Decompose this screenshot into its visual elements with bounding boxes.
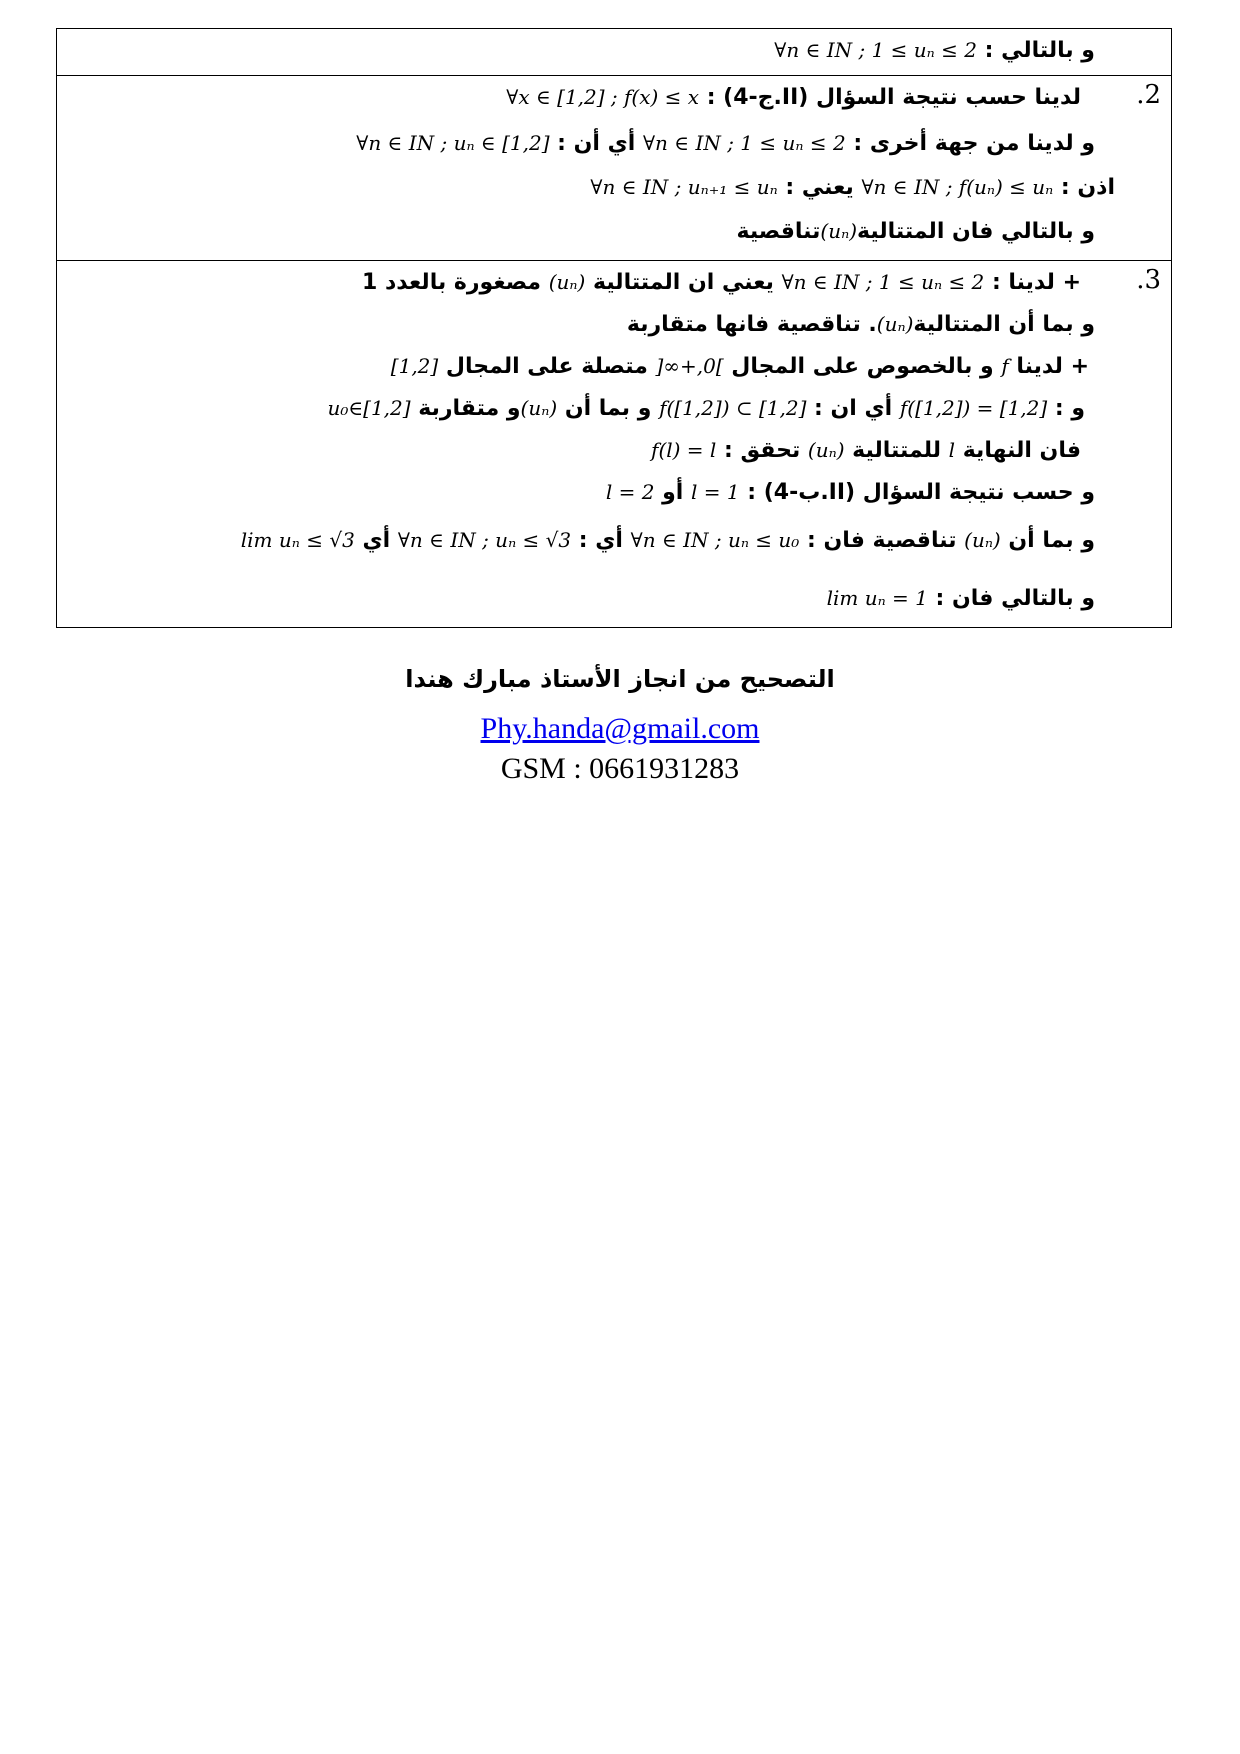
text-line	[241, 525, 1095, 556]
math-expression: l	[948, 438, 956, 462]
arabic-text: و بما أن	[1000, 528, 1095, 553]
math-expression: (uₙ)	[876, 312, 914, 336]
arabic-text: و	[410, 396, 521, 421]
arabic-text: لدينا +	[1008, 354, 1089, 379]
arabic-text: للمتتالية	[844, 438, 949, 463]
arabic-text: فان النهاية	[955, 438, 1081, 463]
math-expression: ∀n ∈ IN ; uₙ ≤ u₀	[630, 528, 800, 552]
math-expression: ∀n ∈ IN ; 1 ≤ uₙ ≤ 2	[774, 38, 977, 62]
math-expression: l = 1	[691, 480, 740, 504]
arabic-text: تناقصية فانها متقاربة .	[626, 312, 877, 337]
arabic-text: : لدينا +	[984, 270, 1081, 295]
arabic-text: : (ج-4.II) لدينا حسب نتيجة السؤال	[699, 85, 1081, 110]
text-line	[606, 477, 1095, 508]
math-expression: [1,2]	[390, 354, 439, 378]
arabic-text: : (ب-4.II) و حسب نتيجة السؤال	[739, 480, 1095, 505]
math-expression: u₀∈[1,2]	[327, 396, 411, 420]
math-expression: ∀n ∈ IN ; uₙ ∈ [1,2]	[356, 131, 550, 155]
arabic-text: : تناقصية فان	[799, 528, 965, 553]
math-expression: lim uₙ = 1	[826, 586, 928, 610]
math-expression: (uₙ)	[807, 438, 845, 462]
math-expression: ∀x ∈ [1,2] ; f(x) ≤ x	[506, 85, 700, 109]
arabic-text: و بالتالي فان المتتالية	[857, 219, 1095, 244]
math-expression: f([1,2]) = [1,2]	[899, 396, 1048, 420]
arabic-text: و بما أن	[557, 396, 660, 421]
text-line	[774, 35, 1095, 66]
text-line	[736, 216, 1095, 247]
arabic-text: : يعني	[777, 175, 862, 200]
arabic-text: متقاربة	[418, 396, 500, 421]
phone-number: GSM : 0661931283	[500, 752, 740, 785]
arabic-text: : و لدينا من جهة أخرى	[845, 131, 1095, 156]
math-expression: ]0,+∞[	[655, 354, 724, 378]
math-expression: ∀n ∈ IN ; uₙ₊₁ ≤ uₙ	[590, 175, 778, 199]
text-line	[627, 309, 1095, 340]
arabic-text: : أي أن	[549, 131, 643, 156]
math-expression: ∀n ∈ IN ; 1 ≤ uₙ ≤ 2	[781, 270, 985, 294]
arabic-text: : أي	[571, 528, 631, 553]
text-line	[362, 267, 1081, 298]
arabic-text: : و بالتالي	[976, 38, 1095, 63]
arabic-text: تناقصية	[736, 219, 821, 244]
text-line	[590, 172, 1115, 203]
arabic-text: : و بالتالي فان	[927, 586, 1095, 611]
arabic-text: أو	[654, 480, 691, 505]
email-link[interactable]: Phy.handa@gmail.com	[480, 712, 760, 745]
arabic-text: متصلة على المجال	[445, 354, 1002, 379]
text-line	[651, 435, 1081, 466]
answer-row-1	[56, 28, 1172, 76]
math-expression: (uₙ)	[520, 396, 558, 420]
author-credit: التصحيح من انجاز الأستاذ مبارك هندا	[405, 665, 835, 693]
arabic-text: و بما أن المتتالية	[913, 312, 1095, 337]
text-line	[506, 82, 1081, 113]
question-number: .3	[1136, 265, 1161, 295]
math-expression: f	[1001, 354, 1009, 378]
text-line	[827, 583, 1095, 614]
math-expression: l = 2	[605, 480, 655, 504]
math-expression: (uₙ)	[820, 219, 857, 243]
arabic-text: و بالخصوص على المجال	[438, 354, 994, 379]
text-line	[327, 393, 1085, 424]
math-expression: ∀n ∈ IN ; f(uₙ) ≤ uₙ	[861, 175, 1054, 199]
math-expression: (uₙ)	[964, 528, 1001, 552]
arabic-text: : و	[1047, 396, 1085, 421]
question-number: .2	[1136, 80, 1161, 110]
arabic-text: أي	[354, 528, 398, 553]
math-expression: f(l) = l	[651, 438, 717, 462]
math-expression: ∀n ∈ IN ; 1 ≤ uₙ ≤ 2	[642, 131, 846, 155]
answer-row-2	[56, 75, 1172, 261]
arabic-text: يعني ان المتتالية	[585, 270, 782, 295]
arabic-text: : تحقق	[716, 438, 808, 463]
answer-row-3	[56, 260, 1172, 628]
math-expression: lim uₙ ≤ √3	[240, 528, 355, 552]
arabic-text: مصغورة بالعدد 1	[362, 270, 549, 295]
text-line	[391, 351, 1089, 382]
arabic-text: : أي ان	[806, 396, 900, 421]
math-expression: ∀n ∈ IN ; uₙ ≤ √3	[397, 528, 572, 552]
arabic-text: : اذن	[1053, 175, 1115, 200]
math-expression: (uₙ)	[548, 270, 586, 294]
text-line	[356, 128, 1095, 159]
math-expression: f([1,2]) ⊂ [1,2]	[659, 396, 807, 420]
